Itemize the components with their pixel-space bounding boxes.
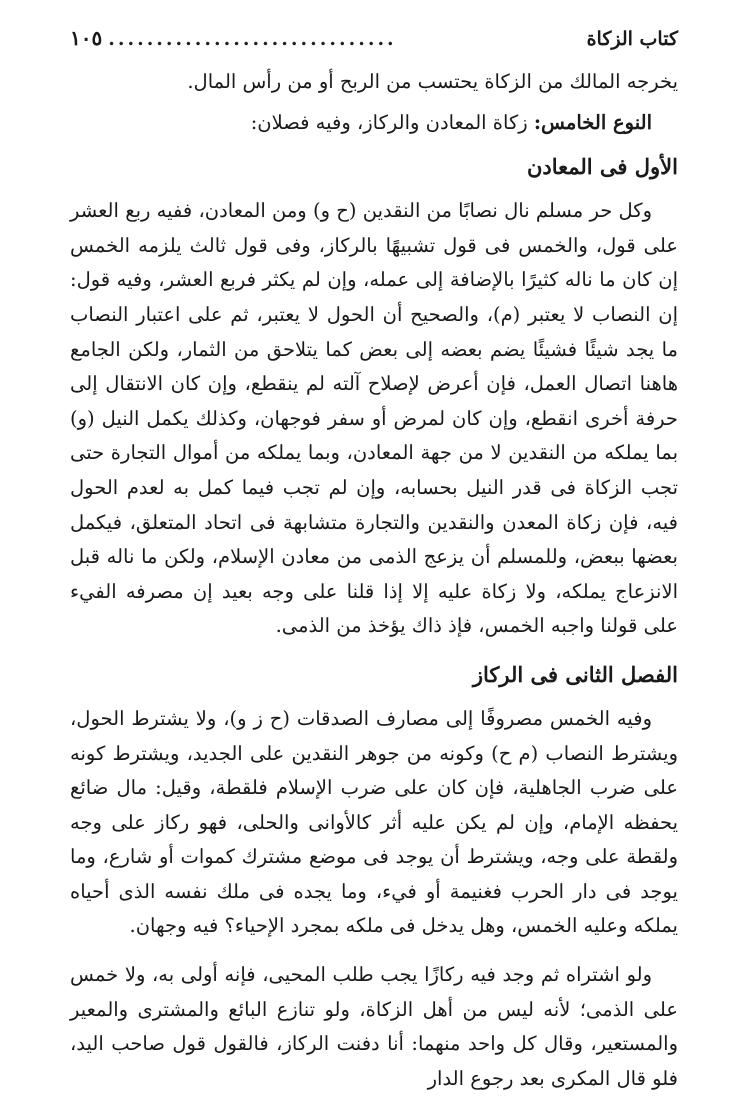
running-header — [70, 26, 678, 61]
chapter-two-paragraph-2: ولو اشتراه ثم وجد فيه ركازًا يجب طلب المحيى، فإنه أولى به، ولا خمس على الذمى؛ لأنه ليس من أهل الزكاة، ولو تنازع البائع والمشترى والمعير والمستعير، وقال كل واحد منهما: أنا دفنت الركاز، فالقول قول صاحب اليد، فلو قال المكرى بعد رجوع الدار — [70, 963, 678, 1090]
page-number: ١٠٥ — [70, 26, 103, 50]
chapter-two-heading: الفصل الثانى فى الركاز — [472, 661, 678, 687]
book-title: كتاب الزكاة — [586, 28, 678, 50]
opening-line: يخرجه المالك من الزكاة يحتسب من الربح أو من رأس المال. — [187, 70, 678, 93]
leader-dots: .............................. — [108, 28, 397, 50]
chapter-two-paragraph-1: وفيه الخمس مصروفًا إلى مصارف الصدقات (ح ز و)، ولا يشترط الحول، ويشترط النصاب (م ح) وكونه من جوهر النقدين على الجديد، ويشترط كونه على ضرب الجاهلية، فإن كان على ضرب الإسلام فلقطة، وقيل: مال ضائع يحفظه الإمام، وإن لم يكن عليه أثر كالأوانى والحلى، فهو ركاز على وجه ولقطة على وجه، ويشترط أن يوجد فى موضع مشترك كموات أو شارع، وما يوجد فى دار الحرب فغنيمة أو فيء، وما يجده فى ملك نفسه الذى أحياه يملكه وعليه الخمس، وهل يدخل فى ملكه بمجرد الإحياء؟ فيه وجهان. — [70, 706, 678, 938]
section-type-label: النوع الخامس: — [533, 110, 652, 134]
chapter-one-heading: الأول فى المعادن — [526, 154, 678, 180]
section-type-text: زكاة المعادن والركاز، وفيه فصلان: — [250, 110, 534, 134]
section-type-line — [70, 106, 678, 141]
chapter-one-paragraph: وكل حر مسلم نال نصابًا من النقدين (ح و) ومن المعادن، ففيه ربع العشر على قول، والخمس فى قول تشبيهًا بالركاز، وفى قول ثالث يلزمه الخمس إن كان ما ناله كثيرًا بالإضافة إلى عمله، وإن لم يكثر فربع العشر، وفيه قول: إن النصاب لا يعتبر (م)، والصحيح أن الحول لا يعتبر، ثم على اعتبار النصاب ما يجد شيئًا فشيئًا يضم بعضه إلى بعض كما يتلاحق من الثمار، ولكن الجامع هاهنا اتصال العمل، فإن أعرض لإصلاح آلته لم ينقطع، وإن كان الانتقال إلى حرفة أخرى انقطع، وإن كان لمرض أو سفر فوجهان، وكذلك يكمل النيل (و) بما يملكه من النقدين لا من جهة المعادن، وبما يملكه من أموال التجارة حتى تجب الزكاة فى قدر النيل بحسابه، وإن لم تجب فيما كمل به لعدم الحول فيه، فإن زكاة المعدن والنقدين والتجارة متشابهة فى اتحاد المتعلق، فيكمل بعضها ببعض، وللمسلم أن يزعج الذمى من معادن الإسلام، ولكن ما ناله قبل الانزعاج يملكه، ولا زكاة عليه إلا إذا قلنا على وجه بعيد إن مصرفه الفيء على قولنا واجبه الخمس، فإذ ذاك يؤخذ من الذمى. — [70, 199, 678, 638]
